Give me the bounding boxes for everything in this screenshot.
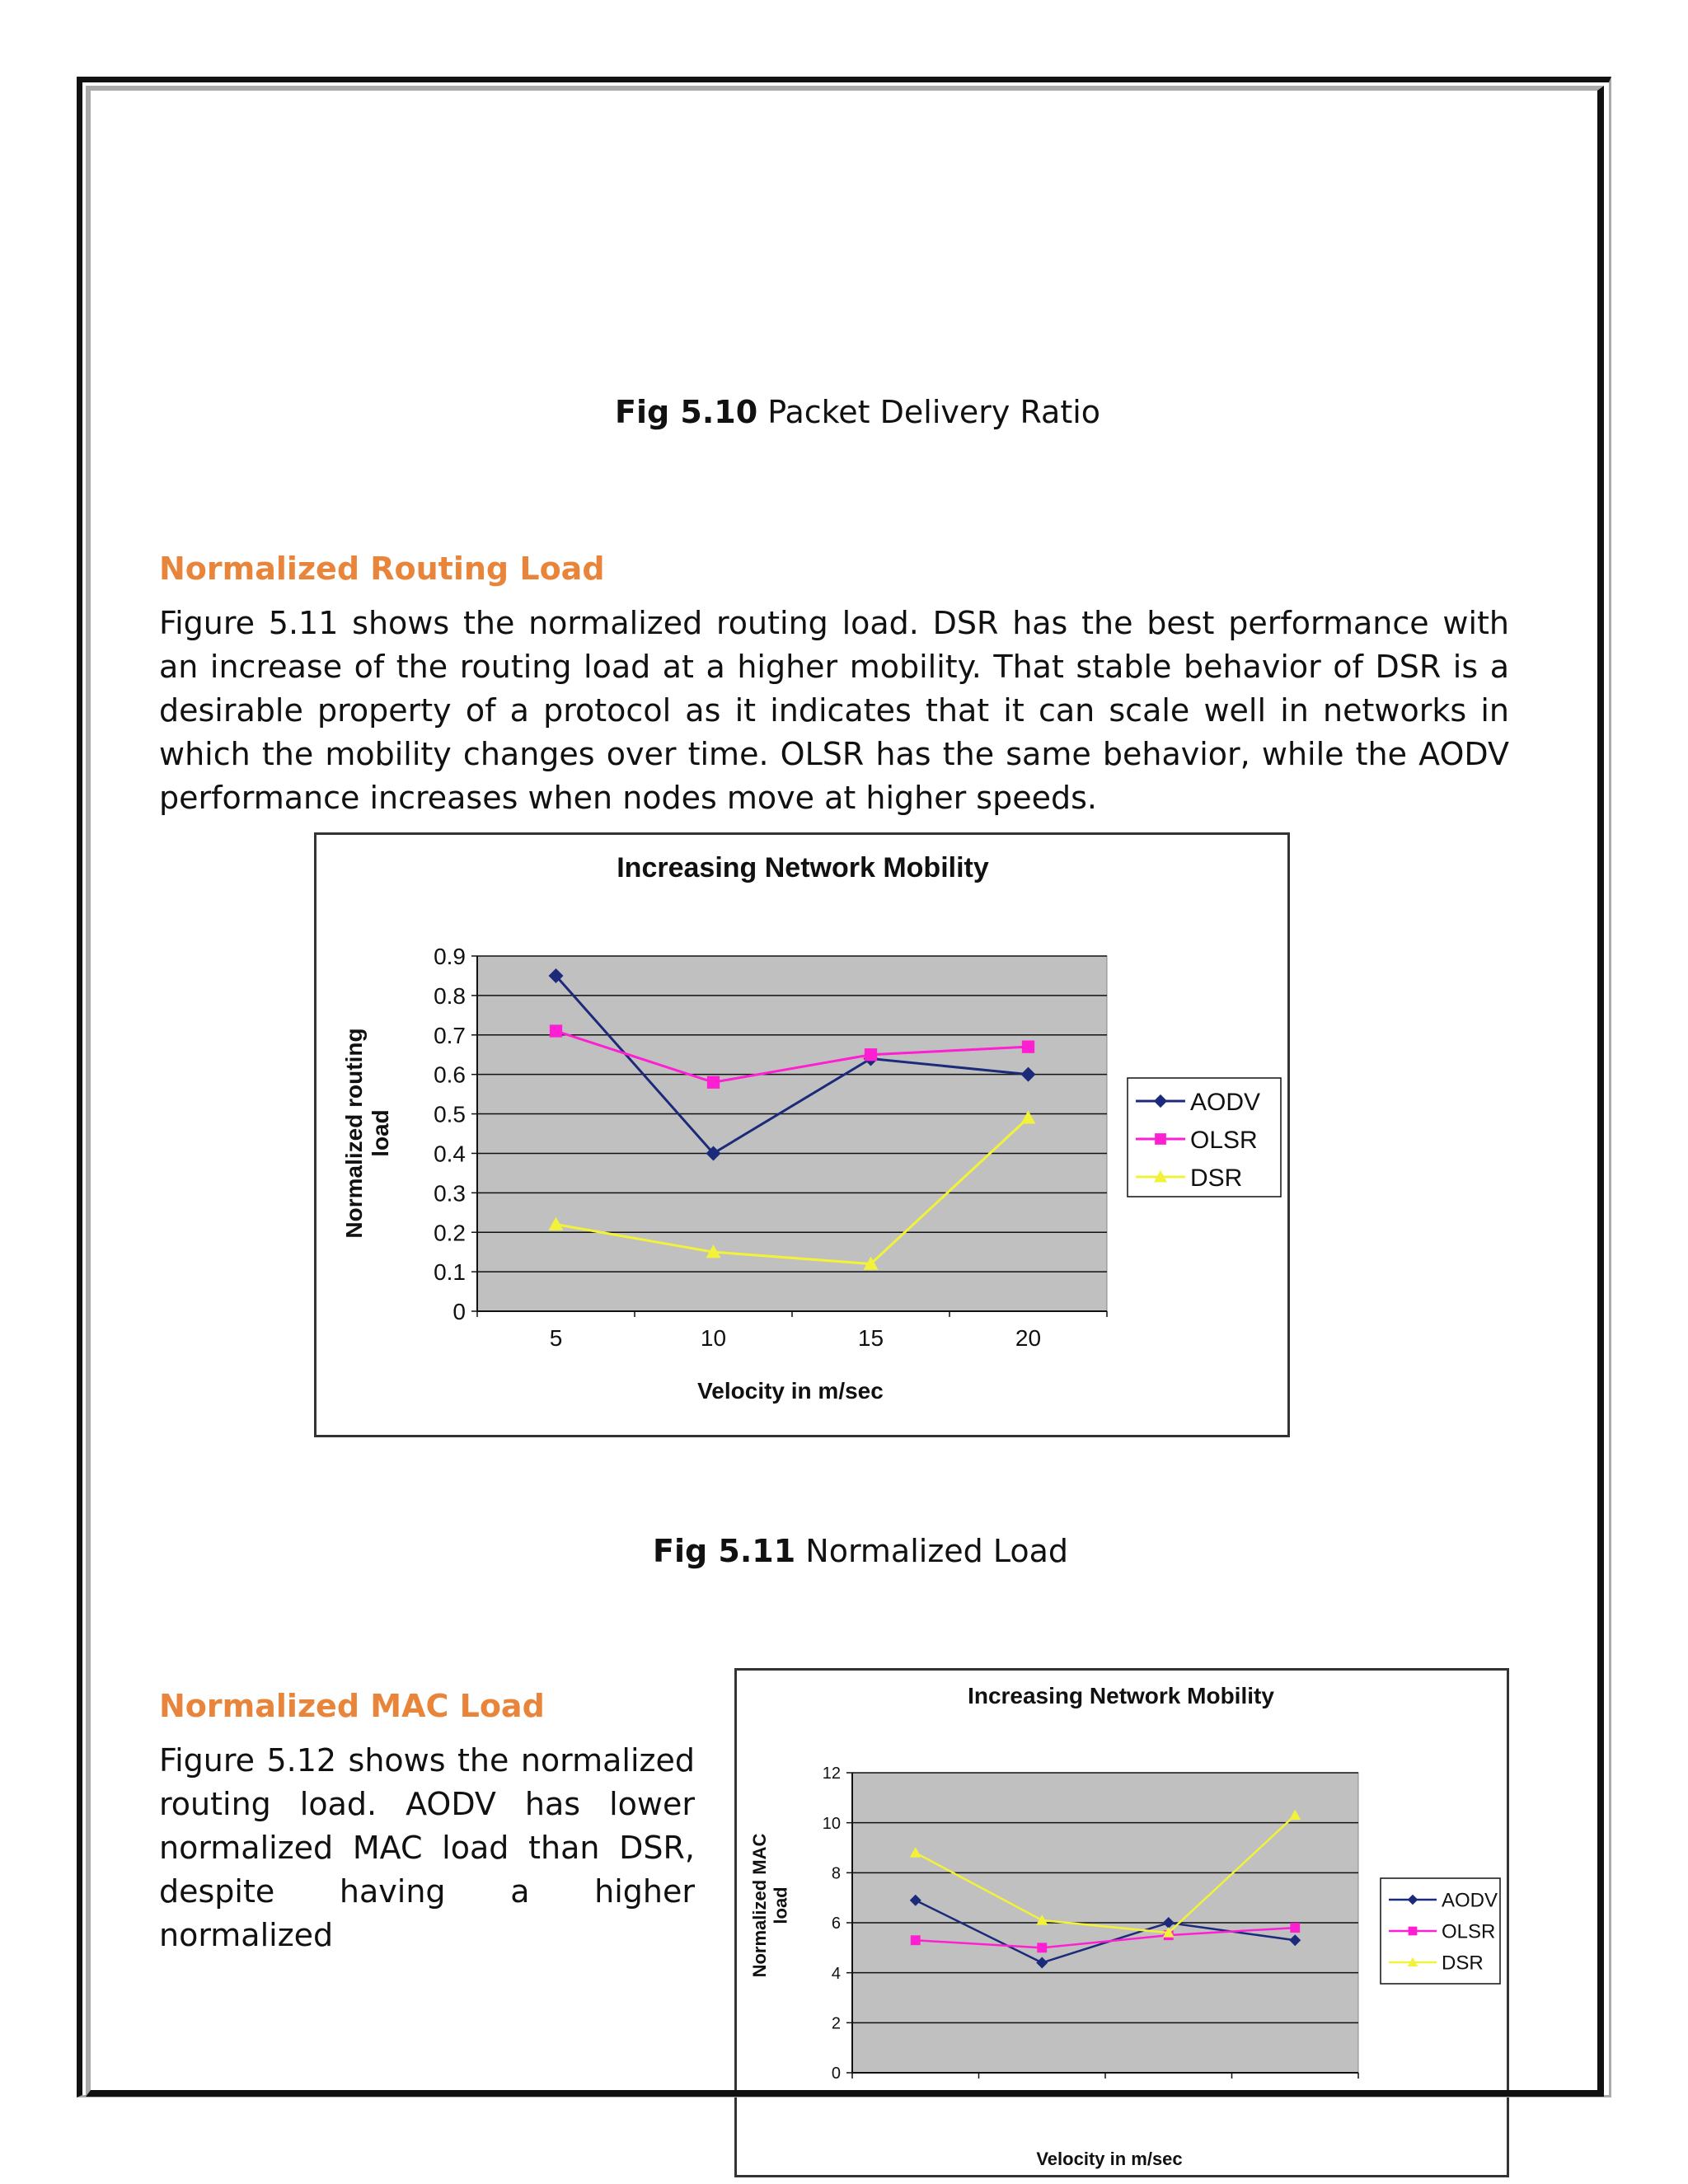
chart1-y-axis-title-line: load (368, 1109, 394, 1157)
chart1-legend-label-dsr: DSR (1190, 1164, 1243, 1192)
chart1-title: Increasing Network Mobility (617, 852, 989, 883)
chart2-ytick-label: 12 (822, 1765, 841, 1783)
chart1-xtick-label: 15 (857, 1325, 884, 1351)
chart1-ytick-label: 0.3 (434, 1180, 466, 1207)
chart2-legend-label-aodv: AODV (1442, 1889, 1498, 1912)
section-heading-mac-load: Normalized MAC Load (159, 1688, 545, 1724)
fig-5-10-label: Fig 5.10 (615, 394, 758, 430)
chart2-ytick-label: 4 (831, 1964, 841, 1983)
chart1-ytick-label: 0.1 (434, 1259, 466, 1286)
chart2-legend-label-olsr: OLSR (1442, 1920, 1496, 1943)
mac-load-paragraph: Figure 5.12 shows the normalized routing load. AODV has lower normalized MAC load than DSR, despite having a higher normalized (159, 1742, 695, 1953)
chart1-xtick-label: 5 (549, 1325, 563, 1351)
chart2-x-axis-title: Velocity in m/sec (1036, 2149, 1183, 2169)
chart2-ytick-label: 8 (831, 1864, 841, 1883)
page-frame-inner (86, 86, 1604, 2097)
chart1-x-axis-title: Velocity in m/sec (697, 1378, 884, 1404)
chart1-xtick-label: 20 (1015, 1325, 1042, 1351)
fig-5-10-text: Packet Delivery Ratio (767, 394, 1101, 430)
chart2-ytick-label: 0 (831, 2064, 841, 2083)
chart2-title: Increasing Network Mobility (968, 1683, 1274, 1708)
chart1-xtick-label: 10 (700, 1325, 727, 1351)
chart1-ytick-label: 0.8 (434, 982, 466, 1009)
chart1-y-axis-title-line: Normalized routing (341, 1028, 367, 1239)
chart2-ytick-label: 6 (831, 1915, 841, 1933)
chart2-ytick-label: 2 (831, 2014, 841, 2033)
chart2-ytick-label: 10 (822, 1814, 841, 1833)
chart2-y-axis-title-line: load (770, 1886, 791, 1924)
fig-5-11-label: Fig 5.11 (653, 1533, 796, 1569)
chart1-ytick-label: 0.9 (434, 944, 466, 970)
chart1-ytick-label: 0.7 (434, 1022, 466, 1048)
chart2-y-axis-title-line: Normalized MAC (749, 1833, 770, 1978)
chart1-ytick-label: 0.4 (434, 1141, 466, 1167)
chart1-ytick-label: 0.6 (434, 1062, 466, 1088)
chart1-ytick-label: 0.5 (434, 1101, 466, 1127)
chart1-ytick-label: 0 (452, 1299, 466, 1325)
fig-5-11-text: Normalized Load (805, 1533, 1068, 1569)
routing-load-paragraph: Figure 5.11 shows the normalized routing load. DSR has the best performance with an increase of the routing load at a higher mobility. That stable behavior of DSR is a desirable property of a protocol as it indicates that it can scale well in networks in which the mobility changes over time. OLSR has the same behavior, while the AODV performance increases when nodes move at higher speeds. (159, 605, 1509, 816)
chart1-ytick-label: 0.2 (434, 1220, 466, 1246)
chart1-legend-label-aodv: AODV (1190, 1088, 1261, 1116)
chart1-legend-label-olsr: OLSR (1190, 1126, 1258, 1154)
chart2-legend-label-dsr: DSR (1442, 1952, 1484, 1975)
section-heading-routing-load: Normalized Routing Load (159, 551, 605, 587)
